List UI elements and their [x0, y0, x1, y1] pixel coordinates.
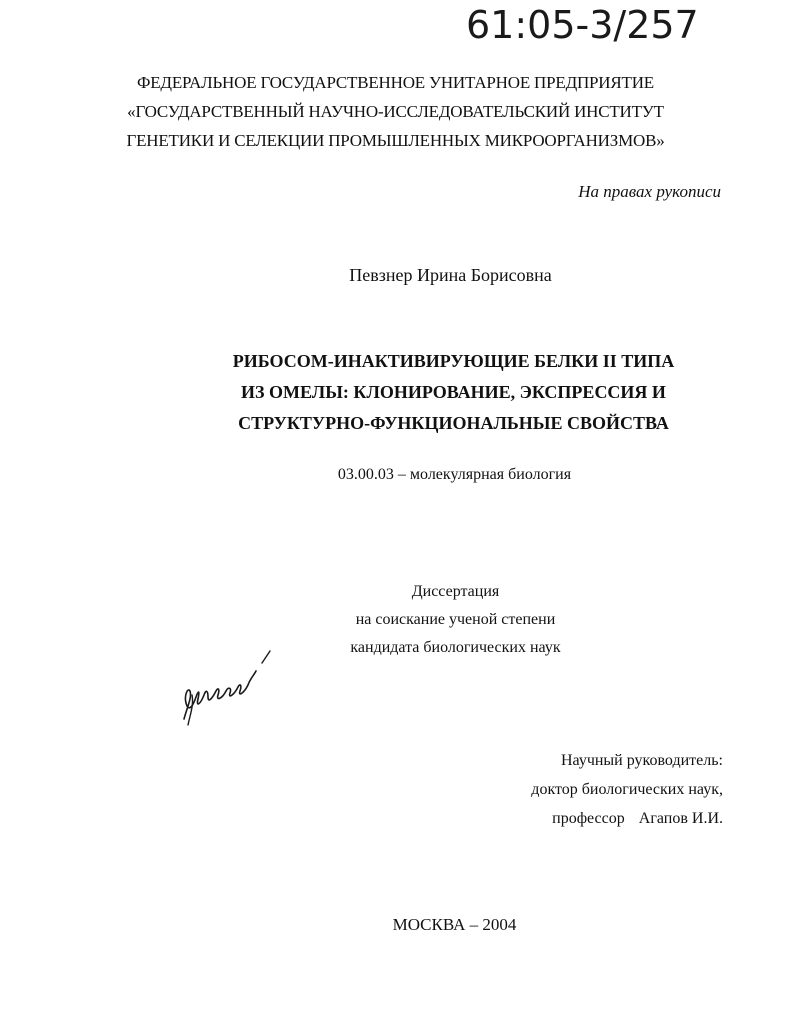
author-name: Певзнер Ирина Борисовна — [349, 265, 552, 285]
title-line-1: РИБОСОМ-ИНАКТИВИРУЮЩИЕ БЕЛКИ II ТИПА — [232, 351, 675, 371]
title-line-3: СТРУКТУРНО-ФУНКЦИОНАЛЬНЫЕ СВОЙСТВА — [238, 413, 669, 433]
organization-line-3: ГЕНЕТИКИ И СЕЛЕКЦИИ ПРОМЫШЛЕННЫХ МИКРООРГАНИЗМОВ» — [126, 131, 665, 150]
manuscript-rights-note: На правах рукописи — [578, 182, 721, 201]
organization-header — [0, 68, 791, 155]
title-line-2: ИЗ ОМЕЛЫ: КЛОНИРОВАНИЕ, ЭКСПРЕССИЯ И — [241, 382, 666, 402]
supervisor-position: профессор — [552, 810, 625, 827]
specialty-code: 03.00.03 – молекулярная биология — [337, 466, 572, 483]
supervisor-degree: доктор биологических наук, — [531, 781, 723, 798]
supervisor-position-line — [531, 804, 723, 833]
supervisor-name: Агапов И.И. — [638, 810, 723, 827]
handwritten-signature — [178, 645, 278, 730]
organization-line-2: «ГОСУДАРСТВЕННЫЙ НАУЧНО-ИССЛЕДОВАТЕЛЬСКИЙ ИНСТИТУТ — [127, 102, 664, 121]
dissertation-title — [0, 346, 791, 439]
degree-line-3: кандидата биологических наук — [350, 639, 561, 656]
supervisor-block — [531, 746, 723, 833]
degree-block — [0, 578, 791, 662]
archive-code-text: 61:05-3/257 — [466, 3, 699, 46]
degree-line-2: на соискание ученой степени — [355, 611, 556, 628]
archive-code-handwritten — [462, 2, 762, 46]
organization-line-1: ФЕДЕРАЛЬНОЕ ГОСУДАРСТВЕННОЕ УНИТАРНОЕ ПРЕДПРИЯТИЕ — [137, 73, 654, 92]
city-year: МОСКВА – 2004 — [392, 915, 517, 934]
supervisor-label: Научный руководитель: — [560, 752, 723, 769]
degree-line-1: Диссертация — [411, 583, 500, 600]
